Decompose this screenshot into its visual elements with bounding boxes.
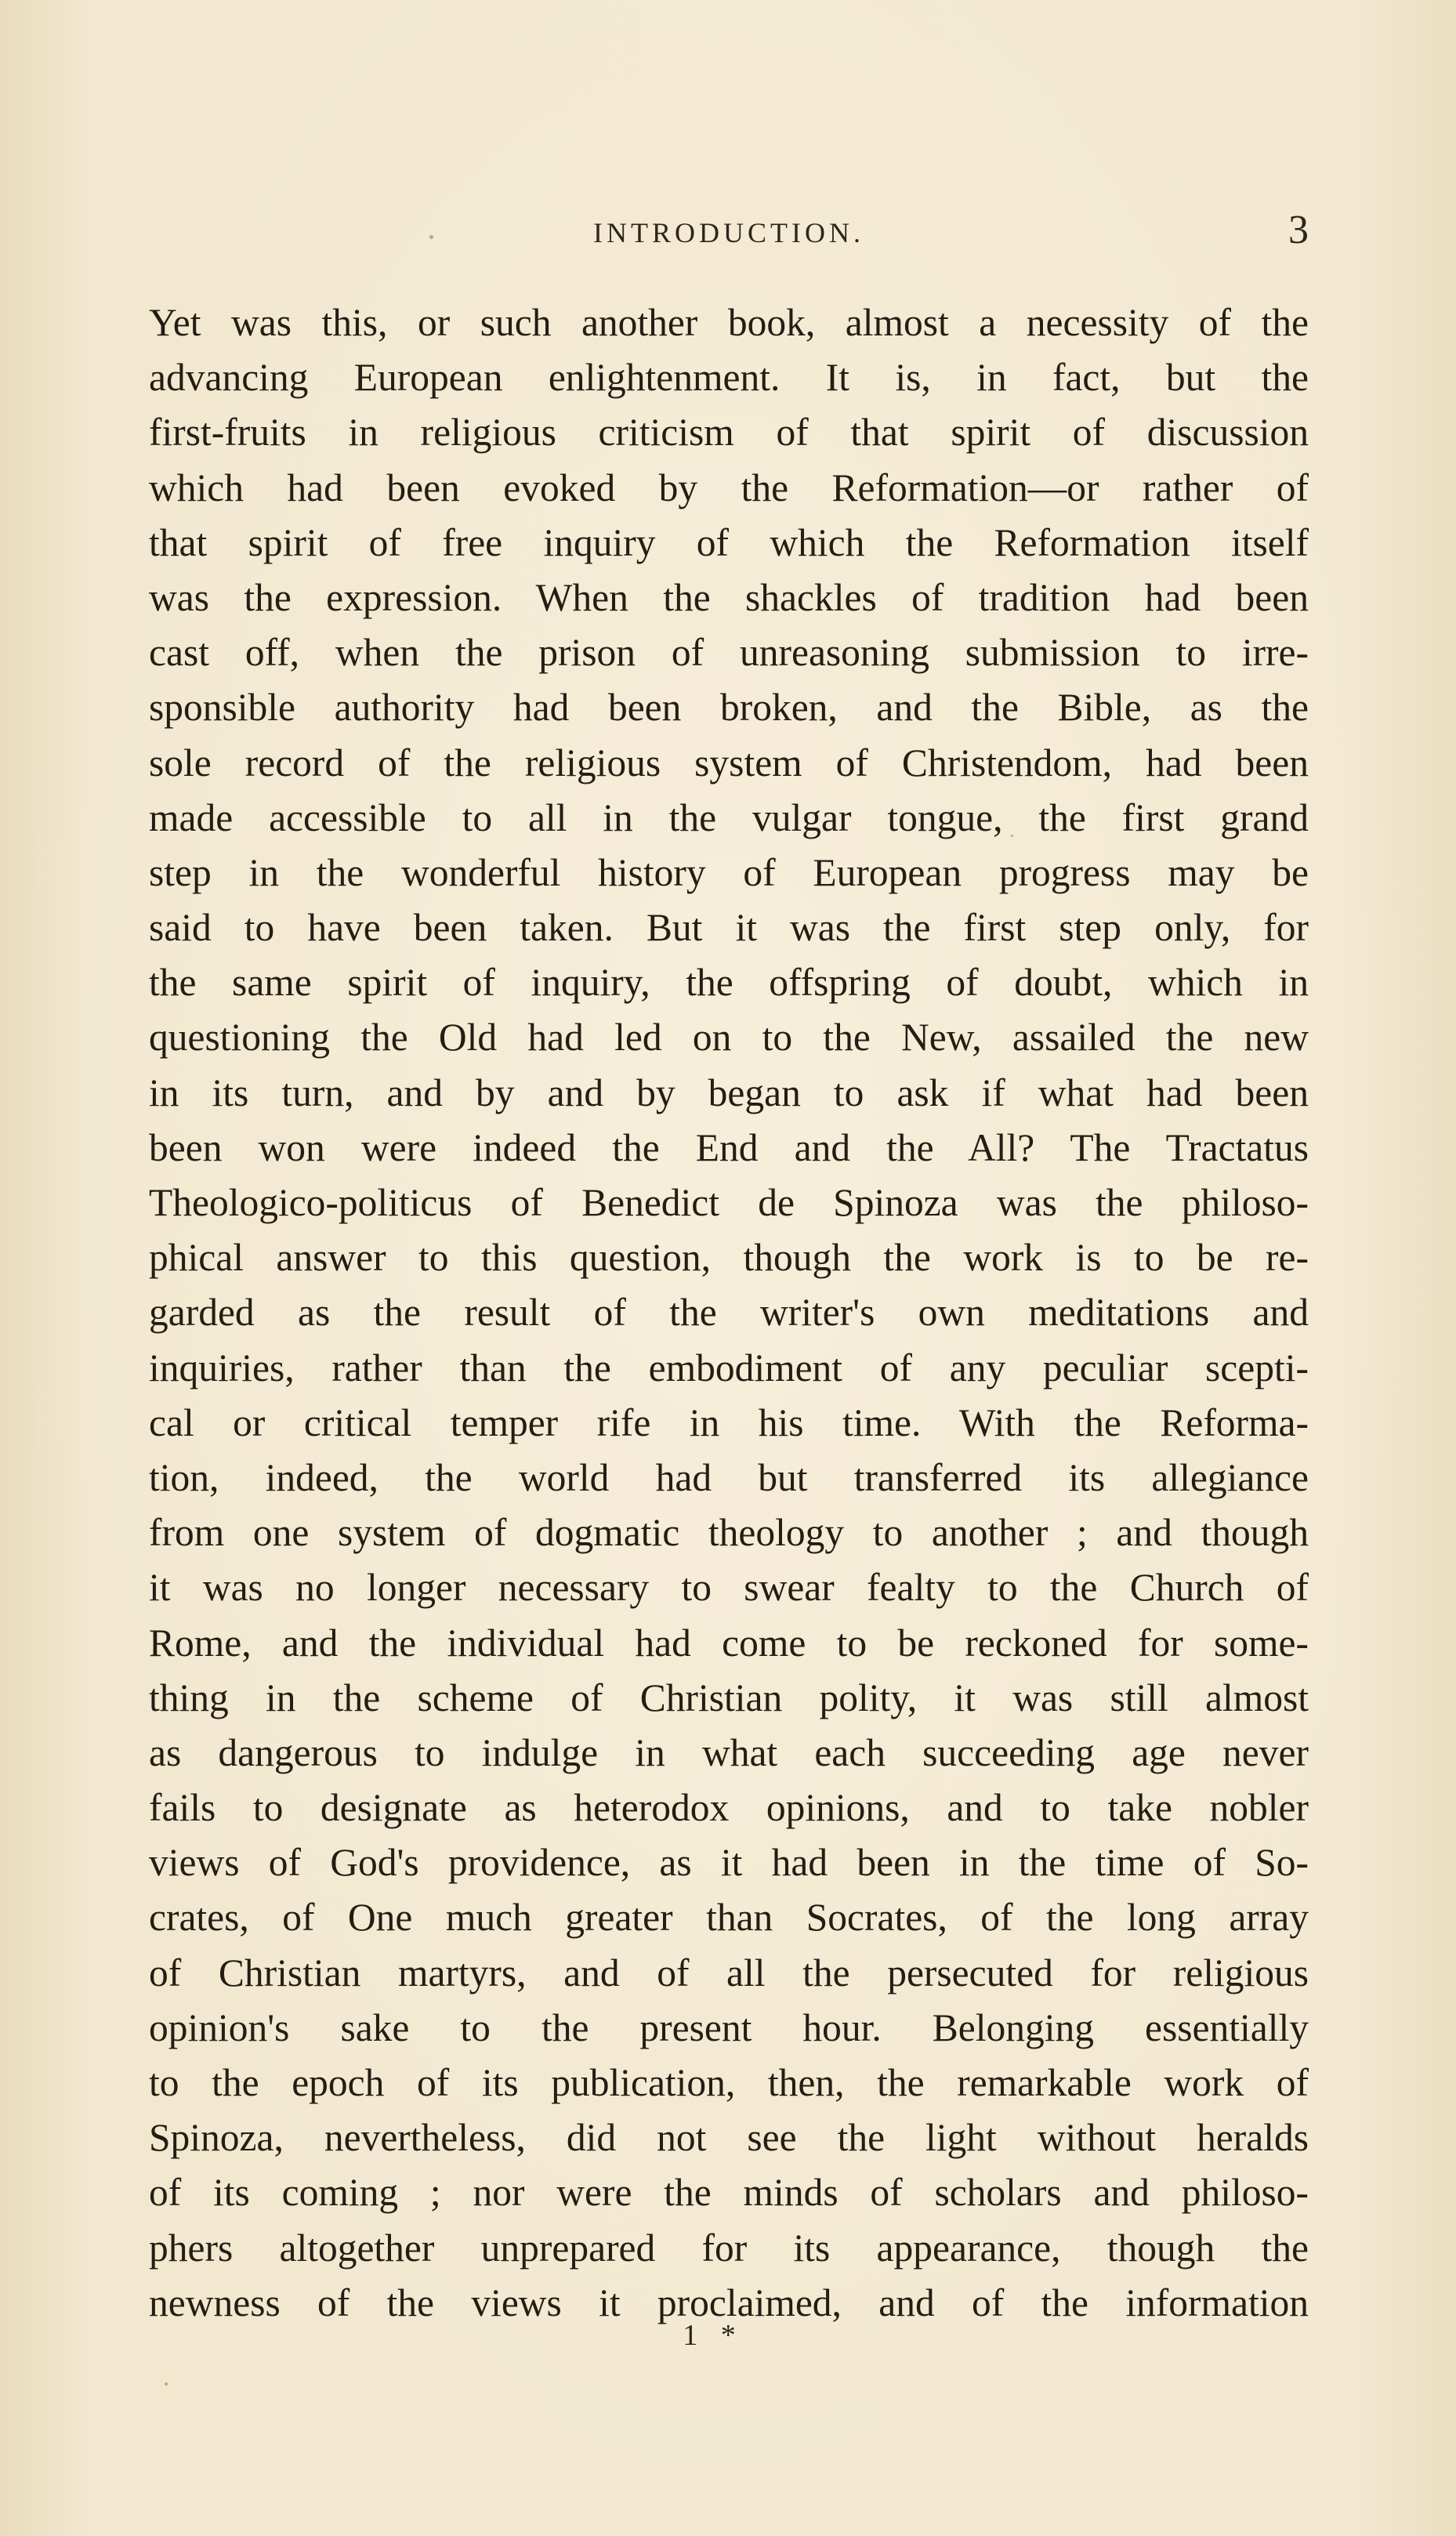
- text-line: inquiries, rather than the embodiment of any peculiar scepti-: [149, 1346, 1309, 1389]
- text-line: advancing European enlightenment. It is, in fact, but the: [149, 356, 1309, 400]
- text-line: was the expression. When the shackles of tradition had been: [149, 575, 1309, 619]
- text-line: fails to designate as heterodox opinions, and to take nobler: [149, 1786, 1309, 1830]
- text-line: crates, of One much greater than Socrates, of the long array: [149, 1896, 1309, 1940]
- text-line: made accessible to all in the vulgar tongue, the first grand: [149, 795, 1309, 839]
- text-line: the same spirit of inquiry, the offspring of doubt, which in: [149, 961, 1309, 1005]
- text-line: newness of the views it proclaimed, and of the information: [149, 2281, 1309, 2324]
- text-line: Spinoza, nevertheless, did not see the light without heralds: [149, 2116, 1309, 2160]
- text-line: Theologico-politicus of Benedict de Spinoza was the philoso-: [149, 1181, 1309, 1224]
- text-line: phical answer to this question, though the work is to be re-: [149, 1236, 1309, 1280]
- text-line: of its coming ; nor were the minds of scholars and philoso-: [149, 2171, 1309, 2215]
- page-number: 3: [1288, 208, 1309, 252]
- text-line: step in the wonderful history of European progress may be: [149, 850, 1309, 894]
- text-line: to the epoch of its publication, then, the remarkable work of: [149, 2061, 1309, 2104]
- body-text: [149, 295, 1309, 2331]
- text-line: it was no longer necessary to swear fealty to the Church of: [149, 1566, 1309, 1610]
- text-line: said to have been taken. But it was the first step only, for: [149, 906, 1309, 950]
- running-head: [149, 210, 1309, 257]
- text-line: as dangerous to indulge in what each succeeding age never: [149, 1730, 1309, 1774]
- paper-speck: [165, 2382, 168, 2386]
- text-line: been won were indeed the End and the All? The Tractatus: [149, 1125, 1309, 1169]
- text-line: Yet was this, or such another book, almost a necessity of the: [149, 301, 1309, 344]
- text-line: cast off, when the prison of unreasoning submission to irre-: [149, 631, 1309, 675]
- text-line: in its turn, and by and by began to ask if what had been: [149, 1071, 1309, 1114]
- text-line: that spirit of free inquiry of which the Reformation itself: [149, 520, 1309, 564]
- text-line: from one system of dogmatic theology to another ; and though: [149, 1511, 1309, 1555]
- text-line: Rome, and the individual had come to be reckoned for some-: [149, 1621, 1309, 1665]
- text-line: first-fruits in religious criticism of that spirit of discussion: [149, 411, 1309, 455]
- text-line: opinion's sake to the present hour. Belonging essentially: [149, 2005, 1309, 2049]
- text-line: sponsible authority had been broken, and the Bible, as the: [149, 686, 1309, 730]
- text-line: questioning the Old had led on to the New, assailed the new: [149, 1016, 1309, 1060]
- text-line: of Christian martyrs, and of all the persecuted for religious: [149, 1951, 1309, 1994]
- signature-mark: 1 *: [683, 2319, 744, 2352]
- text-line: which had been evoked by the Reformation—or rather of: [149, 466, 1309, 509]
- text-line: cal or critical temper rife in his time. With the Reforma-: [149, 1400, 1309, 1444]
- text-line: tion, indeed, the world had but transferred its allegiance: [149, 1455, 1309, 1499]
- text-line: phers altogether unprepared for its appearance, though the: [149, 2226, 1309, 2270]
- text-line: views of God's providence, as it had been in the time of So-: [149, 1841, 1309, 1885]
- running-head-title: INTRODUCTION.: [593, 217, 864, 248]
- text-line: garded as the result of the writer's own meditations and: [149, 1291, 1309, 1335]
- text-line: sole record of the religious system of Christendom, had been: [149, 741, 1309, 784]
- text-line: thing in the scheme of Christian polity, it was still almost: [149, 1676, 1309, 1719]
